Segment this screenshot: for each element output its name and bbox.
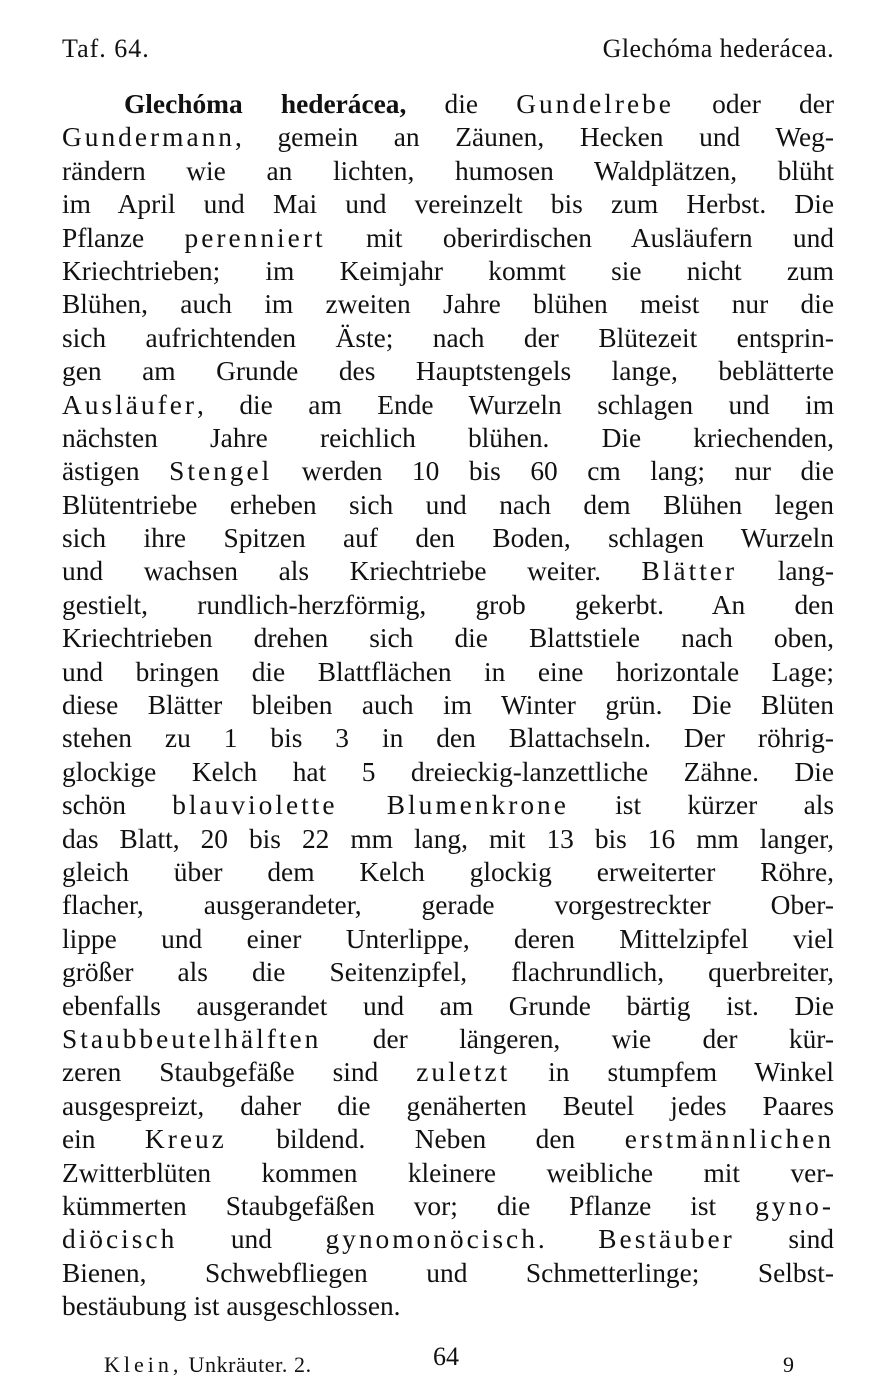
text-span: ästigen xyxy=(62,456,170,487)
text-line xyxy=(62,121,834,154)
spaced-term: Staubbeutelhälften xyxy=(62,1023,322,1054)
footer-citation xyxy=(104,1350,312,1380)
text-span: . xyxy=(537,1224,599,1255)
text-line: rändern wie an lichten, humosen Waldplätzen, blüht xyxy=(62,155,834,186)
text-line: ausgespreizt, daher die genäherten Beutel jedes Paares xyxy=(62,1090,834,1121)
spaced-term: Gundelrebe xyxy=(516,89,674,119)
text-span: oder der xyxy=(673,89,834,119)
plate-label: Taf. 64. xyxy=(62,34,150,63)
text-line xyxy=(62,1056,834,1089)
species-name: Glechóma hederácea, xyxy=(124,89,407,119)
text-span: , gemein an Zäunen, Hecken und Weg- xyxy=(235,122,834,153)
spaced-term: perenniert xyxy=(184,222,326,253)
text-span: der längeren, wie der kür- xyxy=(321,1023,834,1054)
text-line: stehen zu 1 bis 3 in den Blattachseln. Der röhrig- xyxy=(62,723,834,754)
text-line: Blütentriebe erheben sich und nach dem Blühen legen xyxy=(62,489,834,520)
text-span: , die am Ende Wurzeln schlagen und im xyxy=(197,389,834,420)
spaced-term: gyno- xyxy=(755,1190,834,1221)
spaced-term: Kreuz xyxy=(144,1124,227,1155)
text-line xyxy=(62,1023,834,1056)
text-line: Kriechtrieben; im Keimjahr kommt sie nicht zum xyxy=(62,255,834,286)
footer-plate-number: 64 xyxy=(433,1342,459,1371)
spaced-term: diöcisch xyxy=(62,1224,178,1255)
spaced-term: blauviolette Blumenkrone xyxy=(172,790,569,821)
spaced-term: Ausläufer xyxy=(62,389,197,420)
text-span: und wachsen als Kriechtriebe weiter. xyxy=(62,556,642,587)
text-span: lang- xyxy=(737,556,834,587)
page-footer xyxy=(0,1342,890,1384)
text-span: ein xyxy=(62,1124,145,1155)
text-line xyxy=(62,455,834,488)
spaced-term: Bestäuber xyxy=(598,1224,735,1255)
text-line: im April und Mai und vereinzelt bis zum Herbst. Die xyxy=(62,189,834,220)
text-line: gen am Grunde des Hauptstengels lange, beblätterte xyxy=(62,356,834,387)
running-head-species: Glechóma hederácea. xyxy=(602,34,834,63)
text-line: das Blatt, 20 bis 22 mm lang, mit 13 bis 16 mm langer, xyxy=(62,823,834,854)
spaced-term: Stengel xyxy=(169,456,273,487)
text-span: sind xyxy=(734,1224,834,1255)
text-line: größer als die Seitenzipfel, flachrundlich, querbreiter, xyxy=(62,957,834,988)
text-line: gestielt, rundlich-herzförmig, grob gekerbt. An den xyxy=(62,589,834,620)
spaced-term: gynomonöcisch xyxy=(325,1224,538,1255)
text-line: sich ihre Spitzen auf den Boden, schlagen Wurzeln xyxy=(62,523,834,554)
text-span: Pflanze xyxy=(62,222,185,253)
text-line: Zwitterblüten kommen kleinere weibliche mit ver- xyxy=(62,1157,834,1188)
footer-series: Unkräuter. 2. xyxy=(182,1352,312,1377)
text-line: sich aufrichtenden Äste; nach der Blütezeit entsprin- xyxy=(62,322,834,353)
text-line xyxy=(62,789,834,822)
text-span: zeren Staubgefäße sind xyxy=(62,1057,417,1088)
text-span: bildend. Neben den xyxy=(226,1124,625,1155)
text-line: glockige Kelch hat 5 dreieckig-lanzettliche Zähne. Die xyxy=(62,756,834,787)
text-span: werden 10 bis 60 cm lang; nur die xyxy=(272,456,834,487)
text-line: flacher, ausgerandeter, gerade vorgestreckter Ober- xyxy=(62,890,834,921)
text-span: die xyxy=(406,89,517,119)
text-line xyxy=(62,555,834,588)
text-line xyxy=(62,1190,834,1223)
footer-author: Klein, xyxy=(104,1352,183,1377)
text-line: Bienen, Schwebfliegen und Schmetterlinge; Selbst- xyxy=(62,1257,834,1288)
text-line: lippe und einer Unterlippe, deren Mittelzipfel viel xyxy=(62,923,834,954)
text-line: Kriechtrieben drehen sich die Blattstiele nach oben, xyxy=(62,623,834,654)
text-span: kümmerten Staubgefäßen vor; die Pflanze ist xyxy=(62,1190,756,1221)
text-line: und bringen die Blattflächen in eine horizontale Lage; xyxy=(62,656,834,687)
spaced-term: Blätter xyxy=(641,556,738,587)
footer-sheet-number: 9 xyxy=(783,1352,794,1377)
text-line: diese Blätter bleiben auch im Winter grün. Die Blüten xyxy=(62,690,834,721)
text-line: ebenfalls ausgerandet und am Grunde bärtig ist. Die xyxy=(62,990,834,1021)
species-description xyxy=(62,88,834,1323)
text-line xyxy=(62,1123,834,1156)
text-span: mit oberirdischen Ausläufern und xyxy=(325,222,834,253)
text-line: bestäubung ist ausgeschlossen. xyxy=(62,1291,401,1322)
text-line: gleich über dem Kelch glockig erweiterter Röhre, xyxy=(62,856,834,887)
spaced-term: erstmännlichen xyxy=(624,1124,834,1155)
spaced-term: Gundermann xyxy=(62,122,235,153)
text-span: schön xyxy=(62,790,173,821)
text-line xyxy=(62,389,834,422)
text-span: in stumpfem Winkel xyxy=(510,1057,834,1088)
text-span: und xyxy=(177,1224,326,1255)
text-span: ist kürzer als xyxy=(568,790,834,821)
text-line: nächsten Jahre reichlich blühen. Die kriechenden, xyxy=(62,422,834,453)
text-line xyxy=(62,1223,834,1256)
text-line xyxy=(62,222,834,255)
text-line xyxy=(62,88,834,121)
text-line: Blühen, auch im zweiten Jahre blühen meist nur die xyxy=(62,289,834,320)
spaced-term: zuletzt xyxy=(416,1057,511,1088)
